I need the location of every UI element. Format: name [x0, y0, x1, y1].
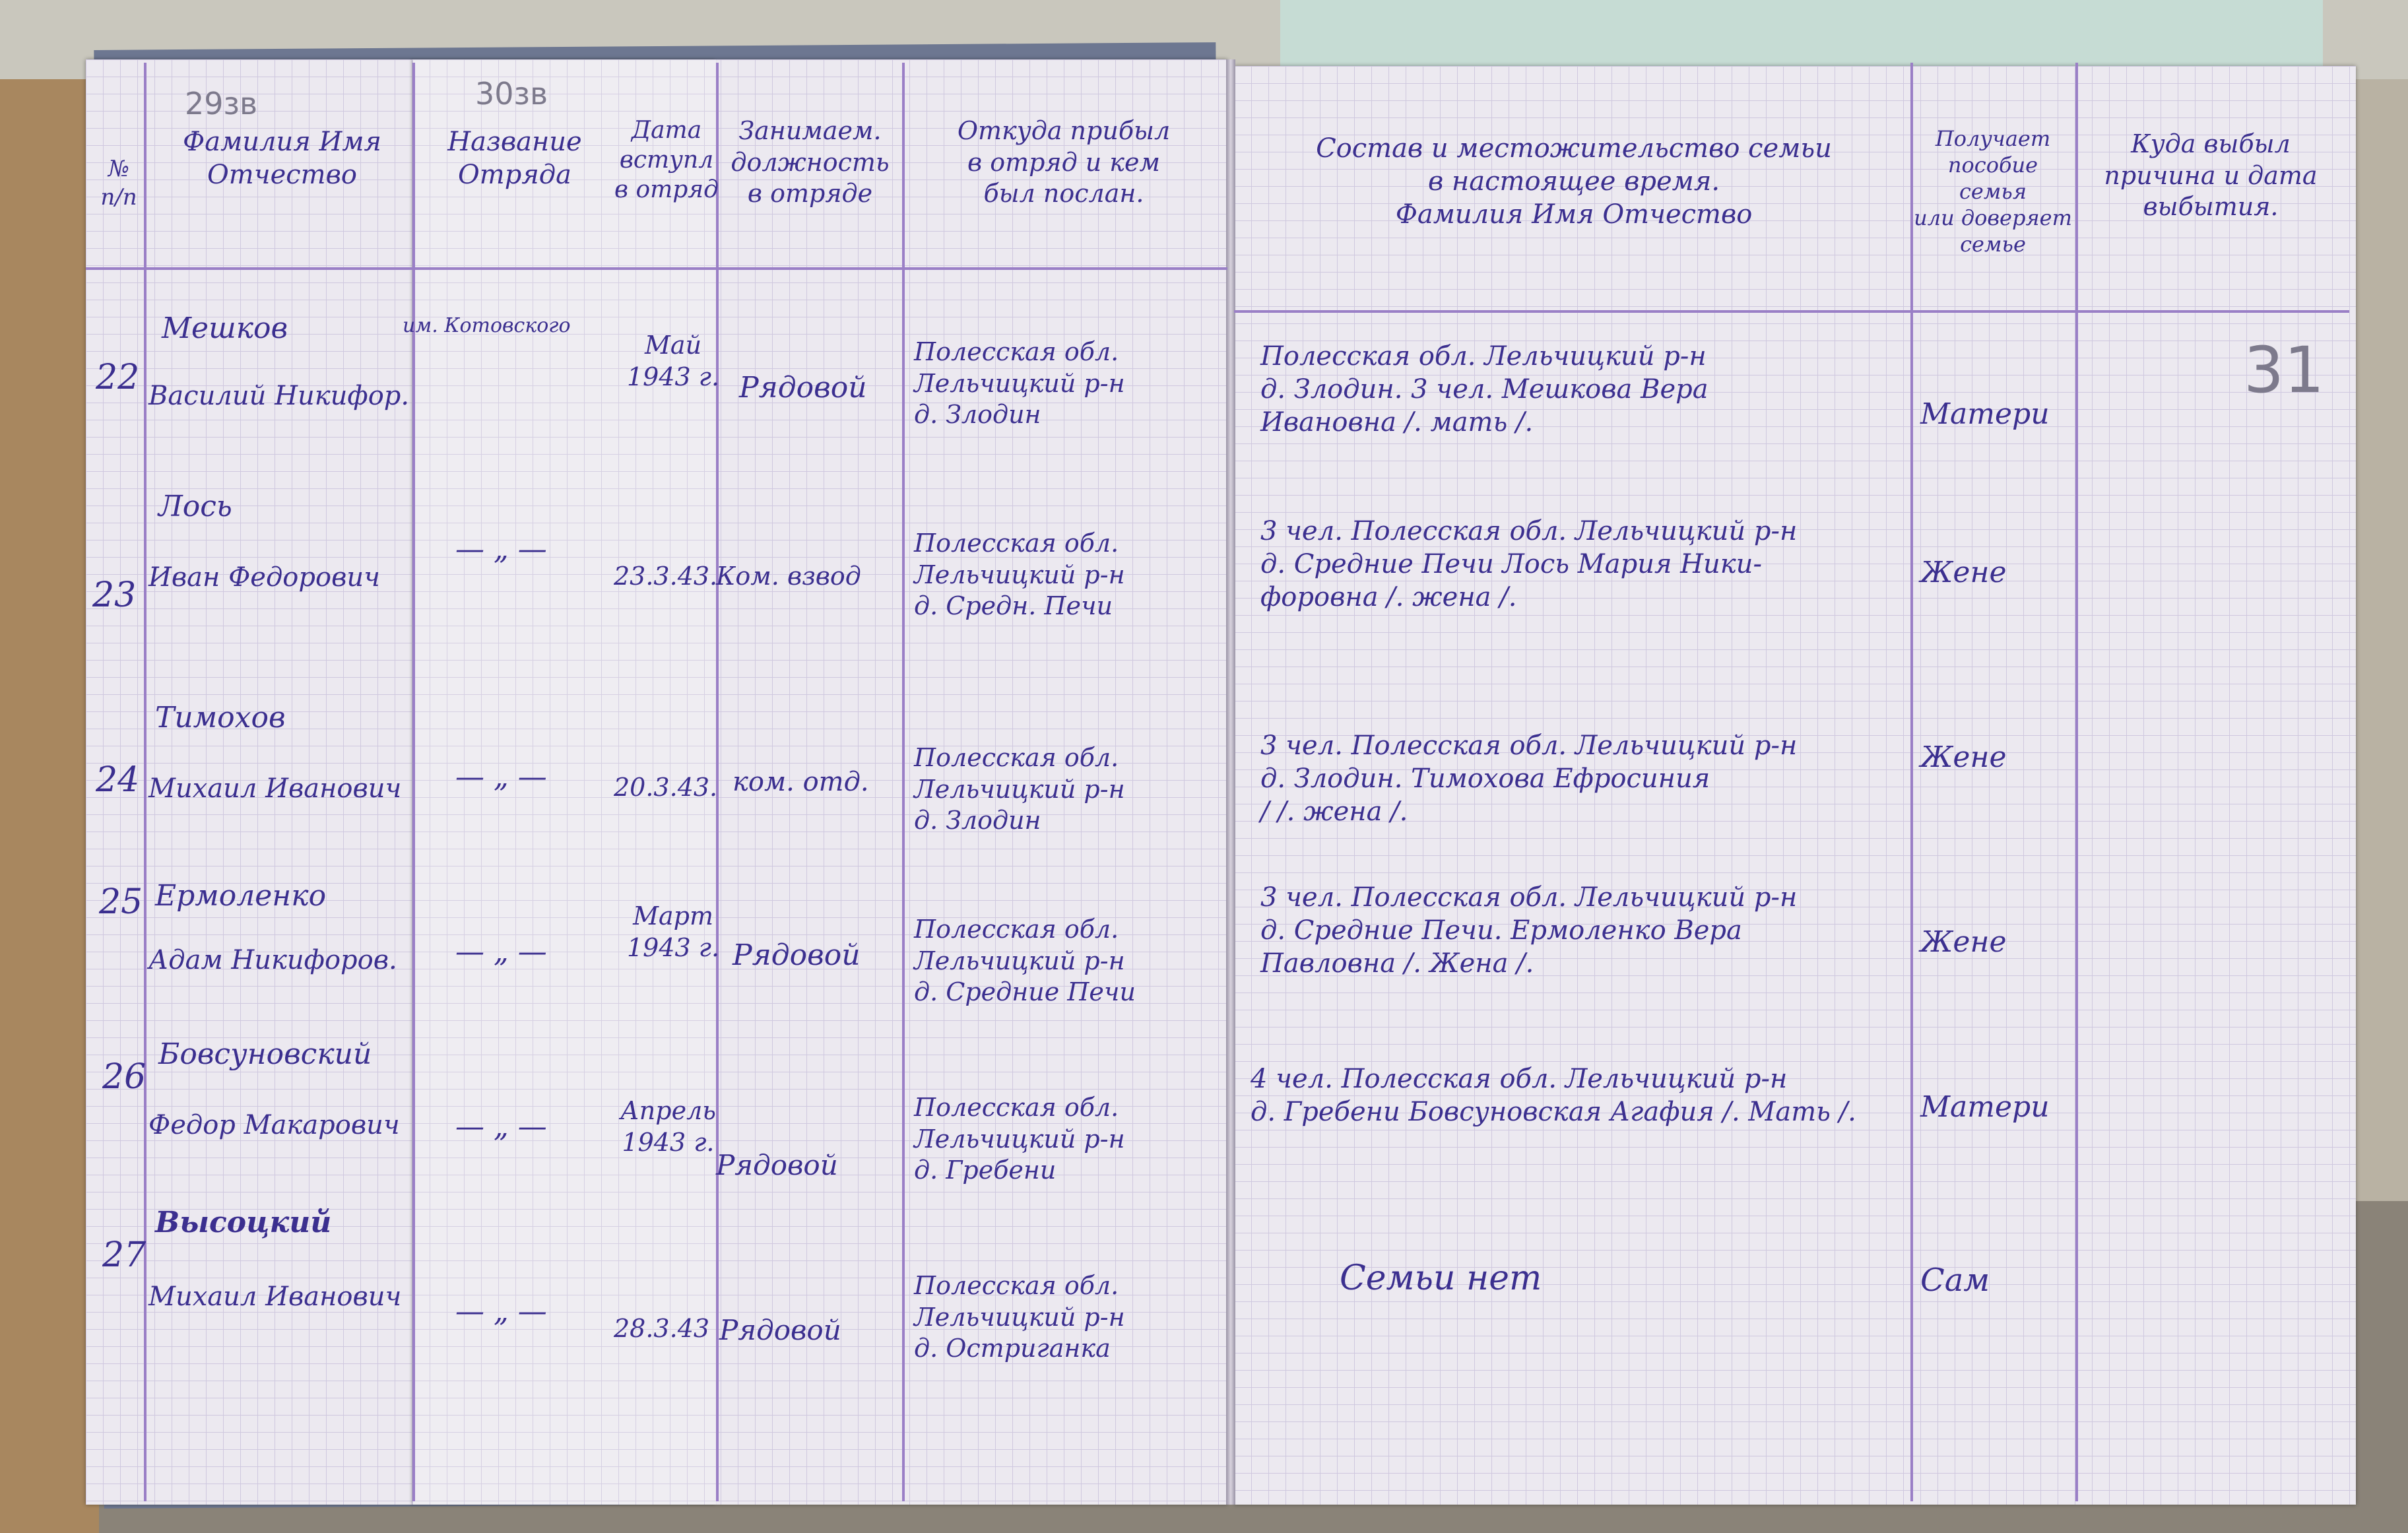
join-date: 20.3.43. — [614, 773, 718, 802]
benefit-recipient: Жене — [1920, 925, 2007, 959]
unit-number-mark: 30зв — [475, 76, 548, 112]
given-name: Федор Макарович — [148, 1110, 400, 1140]
unit-name: — „ — — [455, 760, 547, 794]
position: Рядовой — [732, 938, 861, 972]
header-benefit: Получает пособие семья или доверяет семье — [1914, 126, 2072, 257]
given-name: Василий Никифор. — [148, 381, 410, 411]
family-info: 4 чел. Полесская обл. Лельчицкий р-н д. Гребени Бовсуновская Агафия /. Мать /. — [1251, 1064, 1856, 1127]
header-unit: Название Отряда — [447, 127, 582, 190]
column-rule — [144, 63, 146, 1501]
book-spine — [1226, 59, 1235, 1505]
header-number: № п/п — [100, 156, 137, 211]
desk-edge-right — [2349, 79, 2408, 1201]
given-name: Иван Федорович — [148, 562, 380, 593]
given-name: Адам Никифоров. — [148, 945, 397, 975]
benefit-recipient: Жене — [1920, 556, 2007, 589]
header-family: Состав и местожительство семьи в настоящее время. Фамилия Имя Отчество — [1316, 133, 1832, 230]
page-number: 31 — [2244, 333, 2325, 407]
header-position: Занимаем. должность в отряде — [731, 116, 890, 208]
family-info: Полесская обл. Лельчицкий р-н д. Злодин. 3 чел. Мешкова Вера Ивановна /. мать /. — [1260, 341, 1708, 438]
surname: Лось — [158, 490, 232, 523]
family-info: 3 чел. Полесская обл. Лельчицкий р-н д. Средние Печи. Ермоленко Вера Павловна /. Жена /. — [1260, 882, 1798, 979]
header-rule — [1234, 310, 2349, 313]
join-date: Апрель 1943 г. — [620, 1096, 716, 1157]
join-date: Март 1943 г. — [627, 901, 720, 962]
column-rule — [1910, 63, 1913, 1501]
family-info: Семьи нет — [1340, 1258, 1542, 1298]
column-rule — [2075, 63, 2078, 1501]
unit-name: — „ — — [455, 533, 547, 566]
surname: Мешков — [162, 311, 288, 345]
family-info: 3 чел. Полесская обл. Лельчицкий р-н д. Средние Печи Лось Мария Ники- форовна /. жена /. — [1260, 516, 1798, 612]
join-date: 28.3.43 — [614, 1314, 710, 1343]
surname: Ермоленко — [155, 879, 327, 913]
row-number: 27 — [102, 1235, 146, 1275]
unit-name: им. Котовского — [403, 314, 571, 337]
origin: Полесская обл. Лельчицкий р-н д. Остриганка — [914, 1271, 1125, 1363]
origin: Полесская обл. Лельчицкий р-н д. Злодин — [914, 337, 1125, 429]
column-rule — [412, 63, 415, 1501]
unit-name: — „ — — [455, 935, 547, 969]
row-number: 22 — [96, 358, 140, 397]
position: Ком. взвод — [716, 562, 861, 591]
surname: Высоцкий — [155, 1206, 332, 1239]
given-name: Михаил Иванович — [148, 1282, 402, 1312]
benefit-recipient: Матери — [1920, 397, 2050, 431]
column-rule — [902, 63, 905, 1501]
surname: Тимохов — [155, 701, 286, 734]
origin: Полесская обл. Лельчицкий р-н д. Средние Печи — [914, 915, 1136, 1006]
header-date: Дата вступл в отряд — [614, 117, 719, 203]
desk-edge-left — [0, 79, 99, 1533]
header-departure: Куда выбыл причина и дата выбытия. — [2104, 129, 2318, 221]
origin: Полесская обл. Лельчицкий р-н д. Средн. Печи — [914, 529, 1125, 620]
origin: Полесская обл. Лельчицкий р-н д. Злодин — [914, 743, 1125, 835]
row-number: 24 — [96, 760, 140, 800]
row-number: 26 — [102, 1057, 146, 1097]
unit-name: — „ — — [455, 1295, 547, 1328]
position: ком. отд. — [732, 767, 869, 797]
row-number: 25 — [99, 882, 143, 922]
unit-number-mark: 29зв — [185, 86, 258, 121]
surname: Бовсуновский — [158, 1037, 372, 1071]
header-rule — [86, 267, 1227, 270]
header-origin: Откуда прибыл в отряд и кем был послан. — [957, 116, 1171, 208]
unit-name: — „ — — [455, 1110, 547, 1144]
position: Рядовой — [739, 371, 867, 405]
family-info: 3 чел. Полесская обл. Лельчицкий р-н д. Злодин. Тимохова Ефросиния / /. жена /. — [1260, 731, 1798, 827]
position: Рядовой — [719, 1314, 841, 1346]
benefit-recipient: Матери — [1920, 1090, 2050, 1124]
benefit-recipient: Сам — [1920, 1262, 1990, 1299]
join-date: 23.3.43. — [614, 562, 718, 591]
benefit-recipient: Жене — [1920, 740, 2007, 774]
given-name: Михаил Иванович — [148, 773, 402, 804]
header-name: Фамилия Имя Отчество — [183, 127, 381, 190]
origin: Полесская обл. Лельчицкий р-н д. Гребени — [914, 1093, 1125, 1185]
join-date: Май 1943 г. — [627, 331, 720, 391]
row-number: 23 — [92, 575, 137, 615]
position: Рядовой — [716, 1149, 838, 1181]
